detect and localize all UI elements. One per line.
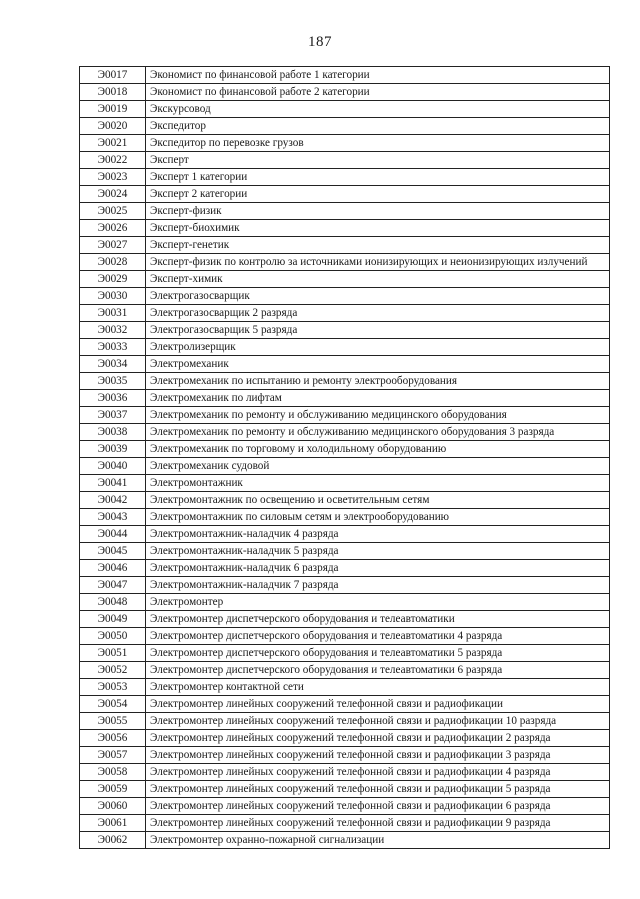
row-code: Э0060: [80, 798, 146, 815]
table-row: [80, 67, 610, 84]
row-code: Э0058: [80, 764, 146, 781]
table-row: [80, 764, 610, 781]
row-title: Электрогазосварщик 2 разряда: [146, 305, 610, 322]
table-row: [80, 458, 610, 475]
row-code: Э0051: [80, 645, 146, 662]
row-code: Э0020: [80, 118, 146, 135]
row-title: Электромеханик по ремонту и обслуживанию медицинского оборудования: [146, 407, 610, 424]
table-row: [80, 662, 610, 679]
row-title: Эксперт-биохимик: [146, 220, 610, 237]
row-title: Экспедитор: [146, 118, 610, 135]
table-row: [80, 594, 610, 611]
row-code: Э0029: [80, 271, 146, 288]
occupation-code-table: [79, 66, 610, 849]
table-row: [80, 339, 610, 356]
row-title: Электромонтер охранно-пожарной сигнализации: [146, 832, 610, 849]
row-code: Э0047: [80, 577, 146, 594]
row-code: Э0039: [80, 441, 146, 458]
row-title: Электромонтер диспетчерского оборудования и телеавтоматики 4 разряда: [146, 628, 610, 645]
row-title: Экономист по финансовой работе 2 категории: [146, 84, 610, 101]
table-row: [80, 203, 610, 220]
table-row: [80, 645, 610, 662]
row-code: Э0062: [80, 832, 146, 849]
table-row: [80, 271, 610, 288]
row-title: Электромонтер линейных сооружений телефонной связи и радиофикации: [146, 696, 610, 713]
row-title: Электромеханик судовой: [146, 458, 610, 475]
table-row: [80, 305, 610, 322]
table-row: [80, 475, 610, 492]
row-title: Электромонтажник-наладчик 7 разряда: [146, 577, 610, 594]
row-code: Э0033: [80, 339, 146, 356]
row-code: Э0027: [80, 237, 146, 254]
table-row: [80, 322, 610, 339]
row-code: Э0036: [80, 390, 146, 407]
table-row: [80, 747, 610, 764]
table-row: [80, 169, 610, 186]
row-title: Эксперт-физик по контролю за источниками ионизирующих и неионизирующих излучений: [146, 254, 610, 271]
row-title: Электромонтер линейных сооружений телефонной связи и радиофикации 6 разряда: [146, 798, 610, 815]
table-row: [80, 118, 610, 135]
row-title: Эксперт 2 категории: [146, 186, 610, 203]
row-title: Электромеханик: [146, 356, 610, 373]
row-title: Электромонтер линейных сооружений телефонной связи и радиофикации 3 разряда: [146, 747, 610, 764]
row-title: Эксперт: [146, 152, 610, 169]
row-code: Э0054: [80, 696, 146, 713]
row-code: Э0044: [80, 526, 146, 543]
row-title: Экскурсовод: [146, 101, 610, 118]
row-code: Э0025: [80, 203, 146, 220]
table-row: [80, 798, 610, 815]
table-row: [80, 186, 610, 203]
row-code: Э0043: [80, 509, 146, 526]
table-row: [80, 815, 610, 832]
table-row: [80, 696, 610, 713]
table-row: [80, 509, 610, 526]
table-row: [80, 526, 610, 543]
table-row: [80, 254, 610, 271]
row-code: Э0026: [80, 220, 146, 237]
row-code: Э0056: [80, 730, 146, 747]
table-row: [80, 356, 610, 373]
row-title: Электромонтажник по освещению и осветительным сетям: [146, 492, 610, 509]
row-title: Электромонтер линейных сооружений телефонной связи и радиофикации 5 разряда: [146, 781, 610, 798]
table-row: [80, 492, 610, 509]
row-title: Электромонтер диспетчерского оборудования и телеавтоматики 5 разряда: [146, 645, 610, 662]
table-row: [80, 577, 610, 594]
row-title: Электромеханик по лифтам: [146, 390, 610, 407]
row-code: Э0024: [80, 186, 146, 203]
row-title: Электромонтер диспетчерского оборудования и телеавтоматики 6 разряда: [146, 662, 610, 679]
row-title: Эксперт-генетик: [146, 237, 610, 254]
table-row: [80, 628, 610, 645]
row-code: Э0038: [80, 424, 146, 441]
row-title: Электромонтажник: [146, 475, 610, 492]
row-code: Э0028: [80, 254, 146, 271]
row-code: Э0059: [80, 781, 146, 798]
table-row: [80, 135, 610, 152]
row-code: Э0023: [80, 169, 146, 186]
row-code: Э0037: [80, 407, 146, 424]
row-title: Электрогазосварщик: [146, 288, 610, 305]
table-row: [80, 84, 610, 101]
row-title: Электромеханик по испытанию и ремонту электрооборудования: [146, 373, 610, 390]
row-code: Э0045: [80, 543, 146, 560]
table-row: [80, 832, 610, 849]
row-code: Э0031: [80, 305, 146, 322]
row-code: Э0057: [80, 747, 146, 764]
page-number: 187: [308, 34, 332, 50]
table-row: [80, 407, 610, 424]
row-title: Экономист по финансовой работе 1 категории: [146, 67, 610, 84]
table-row: [80, 101, 610, 118]
row-code: Э0055: [80, 713, 146, 730]
row-code: Э0040: [80, 458, 146, 475]
row-title: Эксперт-химик: [146, 271, 610, 288]
row-title: Электромонтажник по силовым сетям и электрооборудованию: [146, 509, 610, 526]
row-code: Э0052: [80, 662, 146, 679]
table-row: [80, 237, 610, 254]
row-code: Э0021: [80, 135, 146, 152]
row-code: Э0053: [80, 679, 146, 696]
row-title: Экспедитор по перевозке грузов: [146, 135, 610, 152]
row-title: Эксперт-физик: [146, 203, 610, 220]
row-code: Э0035: [80, 373, 146, 390]
table-row: [80, 220, 610, 237]
row-title: Электромонтажник-наладчик 5 разряда: [146, 543, 610, 560]
table-row: [80, 560, 610, 577]
table-row: [80, 543, 610, 560]
row-code: Э0048: [80, 594, 146, 611]
row-title: Электромеханик по ремонту и обслуживанию медицинского оборудования 3 разряда: [146, 424, 610, 441]
row-title: Эксперт 1 категории: [146, 169, 610, 186]
row-code: Э0034: [80, 356, 146, 373]
row-title: Электромонтер линейных сооружений телефонной связи и радиофикации 10 разряда: [146, 713, 610, 730]
table-row: [80, 730, 610, 747]
row-code: Э0061: [80, 815, 146, 832]
row-code: Э0032: [80, 322, 146, 339]
row-code: Э0017: [80, 67, 146, 84]
row-title: Электромонтажник-наладчик 4 разряда: [146, 526, 610, 543]
table-row: [80, 713, 610, 730]
row-title: Электролизерщик: [146, 339, 610, 356]
table-row: [80, 679, 610, 696]
table-row: [80, 373, 610, 390]
row-code: Э0030: [80, 288, 146, 305]
row-title: Электромонтер контактной сети: [146, 679, 610, 696]
row-code: Э0018: [80, 84, 146, 101]
row-title: Электромонтер линейных сооружений телефонной связи и радиофикации 4 разряда: [146, 764, 610, 781]
table-row: [80, 424, 610, 441]
row-title: Электромонтер диспетчерского оборудования и телеавтоматики: [146, 611, 610, 628]
row-title: Электромонтер линейных сооружений телефонной связи и радиофикации 9 разряда: [146, 815, 610, 832]
row-title: Электромонтер линейных сооружений телефонной связи и радиофикации 2 разряда: [146, 730, 610, 747]
table-row: [80, 288, 610, 305]
row-code: Э0050: [80, 628, 146, 645]
row-code: Э0019: [80, 101, 146, 118]
row-title: Электрогазосварщик 5 разряда: [146, 322, 610, 339]
table-row: [80, 611, 610, 628]
row-code: Э0042: [80, 492, 146, 509]
row-code: Э0046: [80, 560, 146, 577]
row-code: Э0049: [80, 611, 146, 628]
table-row: [80, 441, 610, 458]
row-title: Электромеханик по торговому и холодильному оборудованию: [146, 441, 610, 458]
table-row: [80, 152, 610, 169]
row-code: Э0041: [80, 475, 146, 492]
table-row: [80, 781, 610, 798]
table-row: [80, 390, 610, 407]
row-title: Электромонтажник-наладчик 6 разряда: [146, 560, 610, 577]
row-title: Электромонтер: [146, 594, 610, 611]
row-code: Э0022: [80, 152, 146, 169]
